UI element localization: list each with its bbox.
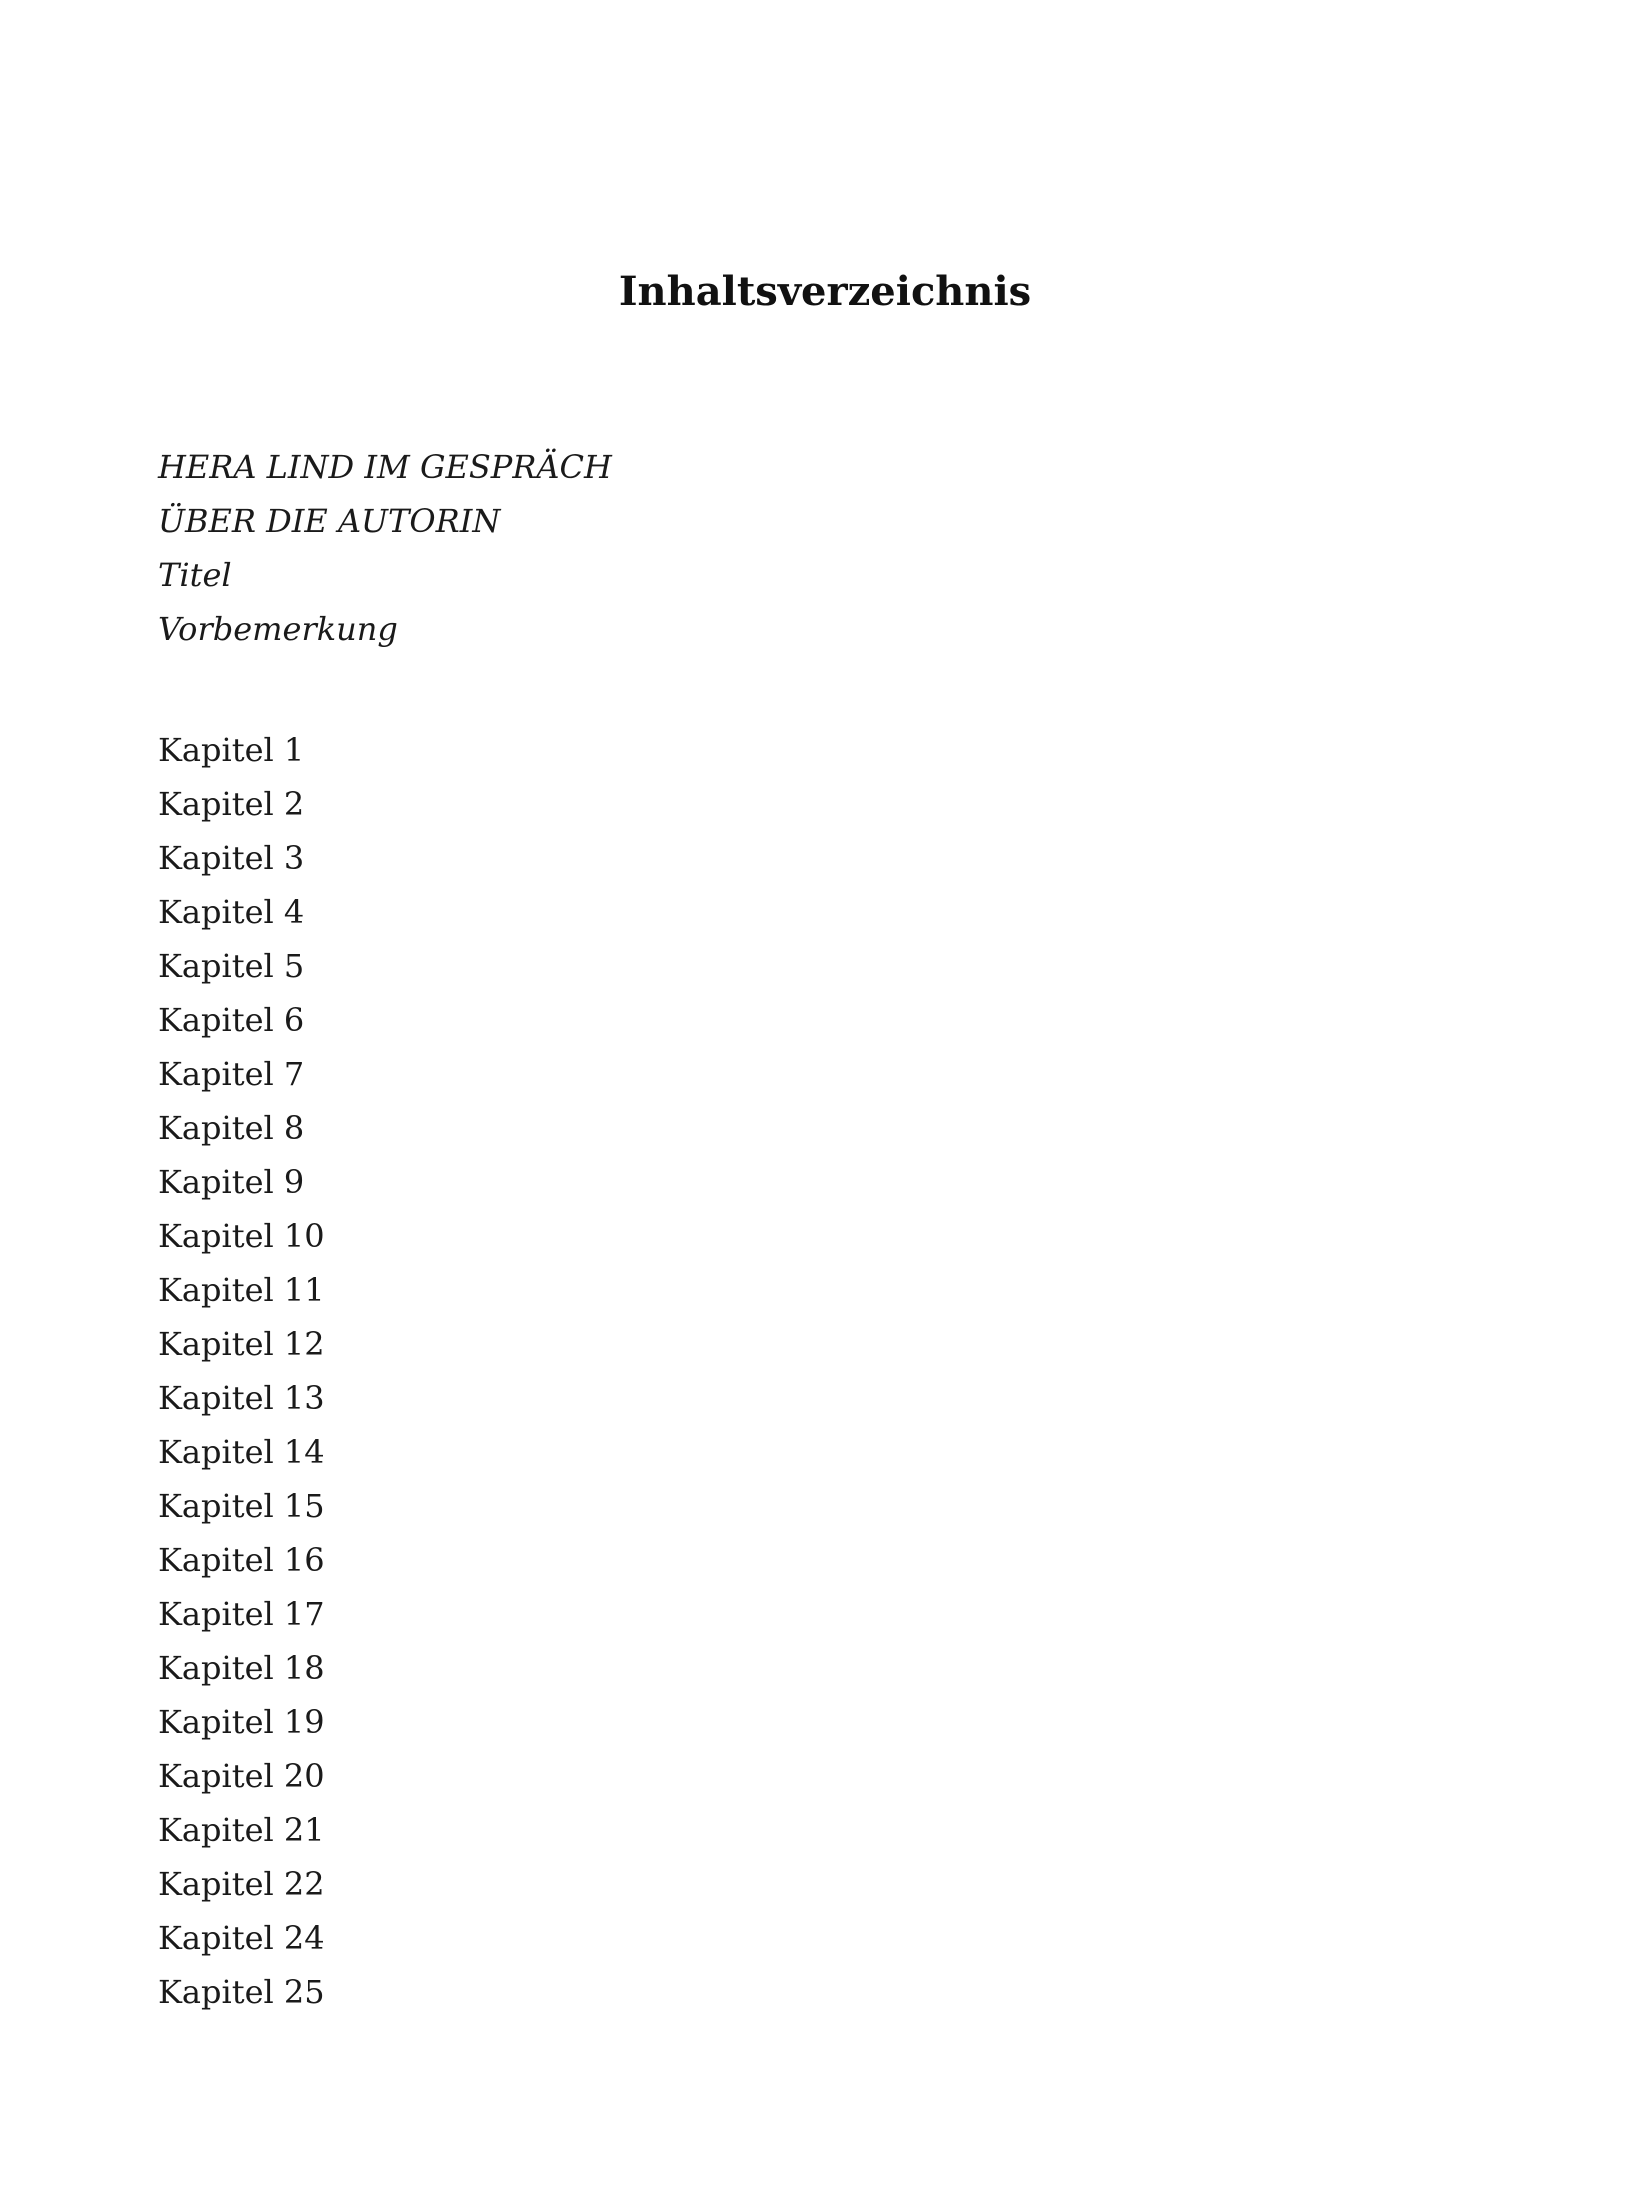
chapter-item: [158, 885, 325, 939]
chapter-item: [158, 939, 325, 993]
chapter-item: [158, 1209, 325, 1263]
chapter-item: [158, 1155, 325, 1209]
chapter-link[interactable]: Kapitel 25: [158, 1973, 325, 2011]
chapter-link[interactable]: Kapitel 22: [158, 1865, 325, 1903]
chapter-item: [158, 723, 325, 777]
chapter-item: [158, 1479, 325, 1533]
chapter-link[interactable]: Kapitel 2: [158, 785, 305, 823]
chapter-link[interactable]: Kapitel 10: [158, 1217, 325, 1255]
chapter-item: [158, 831, 325, 885]
front-matter-list: [158, 440, 612, 656]
front-matter-link-interview[interactable]: HERA LIND IM GESPRÄCH: [158, 448, 612, 486]
chapter-link[interactable]: Kapitel 4: [158, 893, 305, 931]
chapter-link[interactable]: Kapitel 24: [158, 1919, 325, 1957]
chapter-link[interactable]: Kapitel 3: [158, 839, 305, 877]
chapter-item: [158, 1533, 325, 1587]
chapter-item: [158, 1749, 325, 1803]
chapter-link[interactable]: Kapitel 11: [158, 1271, 325, 1309]
chapter-item: [158, 1641, 325, 1695]
chapter-link[interactable]: Kapitel 7: [158, 1055, 305, 1093]
front-matter-link-author[interactable]: ÜBER DIE AUTORIN: [158, 502, 501, 540]
front-matter-item: [158, 494, 612, 548]
chapter-item: [158, 1317, 325, 1371]
chapter-list: [158, 723, 325, 2019]
chapter-link[interactable]: Kapitel 15: [158, 1487, 325, 1525]
front-matter-link-title[interactable]: Titel: [158, 556, 232, 594]
chapter-link[interactable]: Kapitel 6: [158, 1001, 305, 1039]
page-title: Inhaltsverzeichnis: [618, 268, 1032, 315]
front-matter-item: [158, 602, 612, 656]
chapter-item: [158, 1965, 325, 2019]
chapter-item: [158, 1047, 325, 1101]
chapter-item: [158, 1101, 325, 1155]
chapter-item: [158, 1371, 325, 1425]
chapter-item: [158, 993, 325, 1047]
chapter-link[interactable]: Kapitel 14: [158, 1433, 325, 1471]
chapter-item: [158, 1911, 325, 1965]
chapter-link[interactable]: Kapitel 5: [158, 947, 305, 985]
chapter-link[interactable]: Kapitel 8: [158, 1109, 305, 1147]
chapter-link[interactable]: Kapitel 17: [158, 1595, 325, 1633]
chapter-link[interactable]: Kapitel 16: [158, 1541, 325, 1579]
chapter-link[interactable]: Kapitel 12: [158, 1325, 325, 1363]
chapter-link[interactable]: Kapitel 19: [158, 1703, 325, 1741]
chapter-link[interactable]: Kapitel 18: [158, 1649, 325, 1687]
chapter-link[interactable]: Kapitel 20: [158, 1757, 325, 1795]
chapter-item: [158, 1587, 325, 1641]
chapter-item: [158, 1425, 325, 1479]
chapter-link[interactable]: Kapitel 21: [158, 1811, 325, 1849]
chapter-item: [158, 777, 325, 831]
chapter-item: [158, 1857, 325, 1911]
chapter-item: [158, 1803, 325, 1857]
chapter-item: [158, 1695, 325, 1749]
chapter-item: [158, 1263, 325, 1317]
chapter-link[interactable]: Kapitel 13: [158, 1379, 325, 1417]
chapter-link[interactable]: Kapitel 1: [158, 731, 305, 769]
front-matter-link-preface[interactable]: Vorbemerkung: [158, 610, 398, 648]
front-matter-item: [158, 440, 612, 494]
front-matter-item: [158, 548, 612, 602]
chapter-link[interactable]: Kapitel 9: [158, 1163, 305, 1201]
